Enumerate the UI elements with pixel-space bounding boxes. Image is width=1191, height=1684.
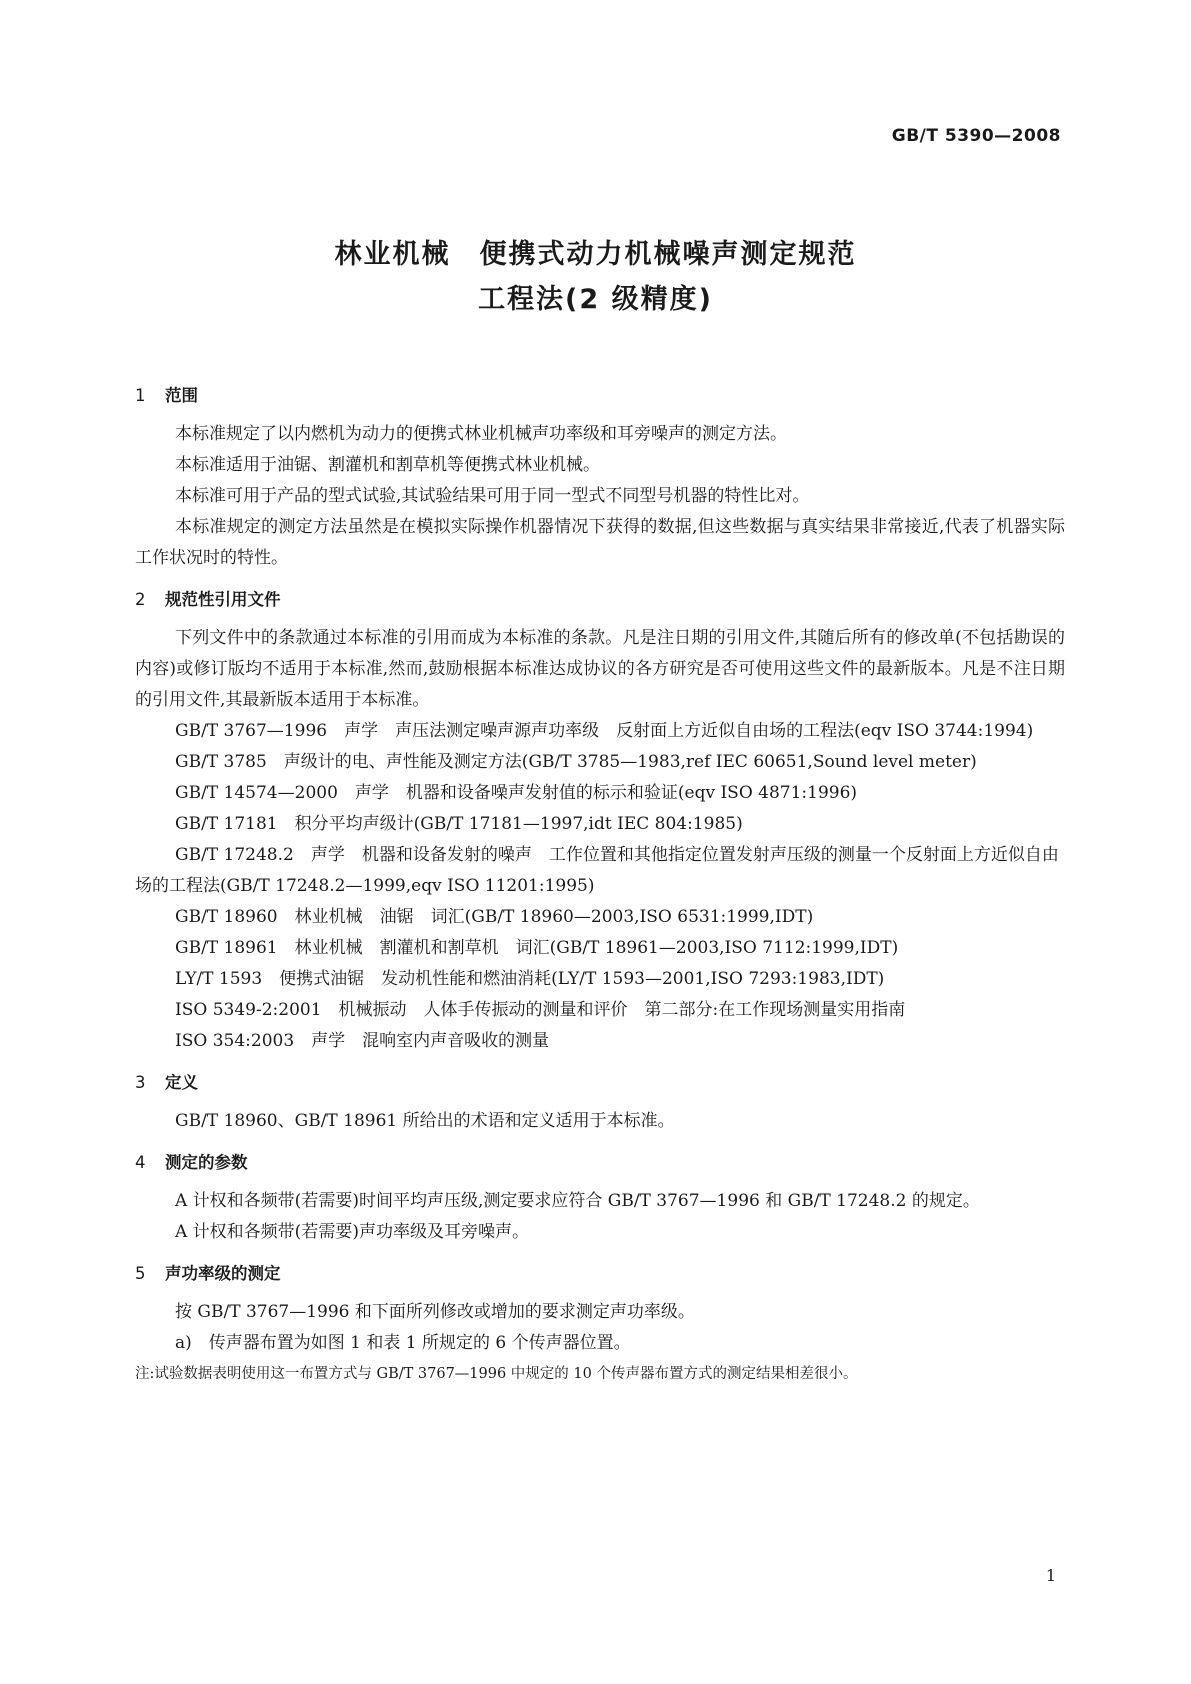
section-number: 5 <box>135 1264 146 1283</box>
paragraph: A 计权和各频带(若需要)声功率级及耳旁噪声。 <box>175 1222 529 1242</box>
page-number: 1 <box>1045 1566 1056 1585</box>
paragraph: 下列文件中的条款通过本标准的引用而成为本标准的条款。凡是注日期的引用文件,其随后所有的修改单(不包括勘误的内容)或修订版均不适用于本标准,然而,鼓励根据本标准达成协议的各方研究是否可使用这些文件的最新版本。凡是不注日期的引用文件,其最新版本适用于本标准。 <box>135 628 1065 710</box>
section-heading-5 <box>135 1258 1065 1289</box>
standard-code: GB/T 5390—2008 <box>891 126 1061 146</box>
reference-item: GB/T 3785 声级计的电、声性能及测定方法(GB/T 3785—1983,ref IEC 60651,Sound level meter) <box>175 752 977 772</box>
paragraph: 本标准可用于产品的型式试验,其试验结果可用于同一型式不同型号机器的特性比对。 <box>175 486 810 506</box>
reference-item: GB/T 18960 林业机械 油锯 词汇(GB/T 18960—2003,ISO 6531:1999,IDT) <box>175 907 814 927</box>
section-title: 范围 <box>165 386 198 405</box>
section-title: 测定的参数 <box>165 1153 248 1172</box>
paragraph: 按 GB/T 3767—1996 和下面所列修改或增加的要求测定声功率级。 <box>175 1302 695 1322</box>
title-line-1: 林业机械 便携式动力机械噪声测定规范 <box>334 239 857 270</box>
section-title: 规范性引用文件 <box>165 590 281 609</box>
paragraph: 本标准适用于油锯、割灌机和割草机等便携式林业机械。 <box>175 455 600 475</box>
document-body <box>135 370 1065 1387</box>
paragraph: GB/T 18960、GB/T 18961 所给出的术语和定义适用于本标准。 <box>175 1111 675 1131</box>
section-number: 1 <box>135 386 146 405</box>
list-item: a) 传声器布置为如图 1 和表 1 所规定的 6 个传声器位置。 <box>175 1333 631 1353</box>
section-number: 2 <box>135 590 146 609</box>
reference-item: ISO 5349-2:2001 机械振动 人体手传振动的测量和评价 第二部分:在工作现场测量实用指南 <box>175 1000 906 1020</box>
section-number: 3 <box>135 1073 146 1092</box>
section-heading-3 <box>135 1067 1065 1098</box>
paragraph: 本标准规定的测定方法虽然是在模拟实际操作机器情况下获得的数据,但这些数据与真实结果非常接近,代表了机器实际工作状况时的特性。 <box>135 517 1065 568</box>
title-line-2: 工程法(2 级精度) <box>478 284 713 315</box>
paragraph: A 计权和各频带(若需要)时间平均声压级,测定要求应符合 GB/T 3767—1996 和 GB/T 17248.2 的规定。 <box>175 1191 980 1211</box>
section-number: 4 <box>135 1153 146 1172</box>
section-heading-2 <box>135 584 1065 615</box>
paragraph: 本标准规定了以内燃机为动力的便携式林业机械声功率级和耳旁噪声的测定方法。 <box>175 424 787 444</box>
reference-item: LY/T 1593 便携式油锯 发动机性能和燃油消耗(LY/T 1593—2001,ISO 7293:1983,IDT) <box>175 969 885 989</box>
reference-item: GB/T 14574—2000 声学 机器和设备噪声发射值的标示和验证(eqv ISO 4871:1996) <box>175 783 858 803</box>
section-title: 声功率级的测定 <box>165 1264 281 1283</box>
section-heading-1 <box>135 380 1065 411</box>
reference-item: ISO 354:2003 声学 混响室内声音吸收的测量 <box>175 1031 550 1051</box>
reference-item: GB/T 17181 积分平均声级计(GB/T 17181—1997,idt IEC 804:1985) <box>175 814 743 834</box>
reference-item: GB/T 17248.2 声学 机器和设备发射的噪声 工作位置和其他指定位置发射声压级的测量一个反射面上方近似自由场的工程法(GB/T 17248.2—1999,eqv ISO 11201:1995) <box>135 845 1059 896</box>
reference-item: GB/T 18961 林业机械 割灌机和割草机 词汇(GB/T 18961—2003,ISO 7112:1999,IDT) <box>175 938 899 958</box>
section-heading-4 <box>135 1147 1065 1178</box>
section-title: 定义 <box>165 1073 198 1092</box>
note: 注:试验数据表明使用这一布置方式与 GB/T 3767—1996 中规定的 10 个传声器布置方式的测定结果相差很小。 <box>135 1366 858 1382</box>
reference-item: GB/T 3767—1996 声学 声压法测定噪声源声功率级 反射面上方近似自由场的工程法(eqv ISO 3744:1994) <box>175 721 1034 741</box>
